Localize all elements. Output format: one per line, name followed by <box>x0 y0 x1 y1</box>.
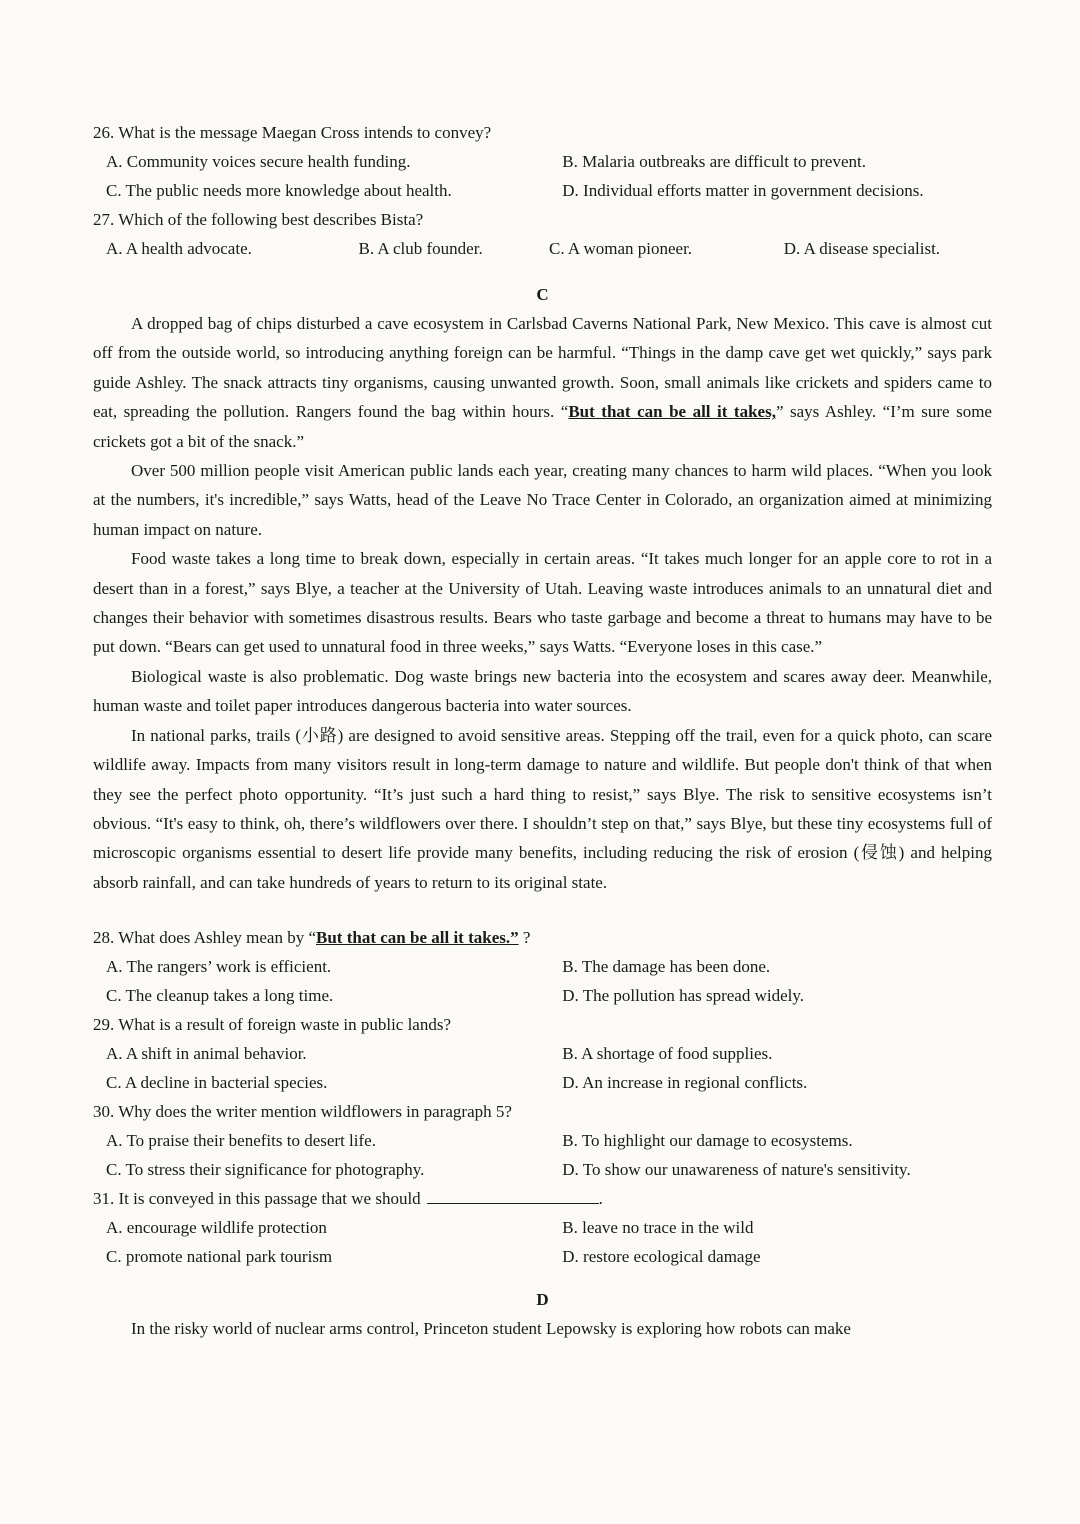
option-31-c: C. promote national park tourism <box>106 1247 333 1267</box>
question-28-emphasis: But that can be all it takes.” <box>316 928 519 948</box>
option-31-b: B. leave no trace in the wild <box>562 1218 754 1238</box>
option-27-c: C. A woman pioneer. <box>548 239 693 258</box>
question-26-text: 26. What is the message Maegan Cross intends to convey? <box>93 123 492 142</box>
question-31 <box>93 1184 992 1271</box>
passage-d-paragraph-1: In the risky world of nuclear arms control, Princeton student Lepowsky is exploring how robots can make <box>131 1319 851 1339</box>
option-29-d: D. An increase in regional conflicts. <box>562 1073 808 1093</box>
question-30-text: 30. Why does the writer mention wildflowers in paragraph 5? <box>93 1102 512 1122</box>
option-30-d: D. To show our unawareness of nature's sensitivity. <box>562 1160 911 1180</box>
paragraph-1-text-before: A dropped bag of chips disturbed a cave ecosystem in Carlsbad Caverns National Park, New Mexico. This cave is almost cut off from the outside world, so introducing anything foreign can be harmful. “Things in the damp cave get wet quickly,” says park guide Ashley. The snack attracts tiny organisms, causing unwanted growth. Soon, small animals like crickets and spiders came to eat, spreading the pollution. Rangers found the bag within hours. “ <box>93 314 992 422</box>
passage-c-paragraph-2: Over 500 million people visit American public lands each year, creating many chances to harm wild places. “When you look at the numbers, it's incredible,” says Watts, head of the Leave No Trace Center in Colorado, an organization aimed at minimizing human impact on nature. <box>93 461 992 539</box>
section-c-heading: C <box>536 285 549 304</box>
question-28-prefix: 28. What does Ashley mean by “ <box>93 928 317 948</box>
option-29-a: A. A shift in animal behavior. <box>106 1044 307 1064</box>
questions-28-31 <box>93 923 992 1271</box>
question-27-options <box>93 234 992 263</box>
question-28-text <box>93 923 992 952</box>
question-28-suffix: ? <box>518 928 531 948</box>
option-28-d: D. The pollution has spread widely. <box>562 986 805 1006</box>
option-30-c: C. To stress their significance for photography. <box>106 1160 425 1180</box>
question-29-options <box>93 1039 992 1097</box>
question-27 <box>93 205 992 263</box>
answer-blank <box>427 1190 599 1204</box>
question-26 <box>93 118 992 205</box>
option-26-d: D. Individual efforts matter in government decisions. <box>562 181 924 200</box>
question-31-suffix: . <box>598 1189 603 1209</box>
option-28-b: B. The damage has been done. <box>562 957 771 977</box>
option-30-a: A. To praise their benefits to desert life. <box>106 1131 376 1151</box>
option-26-a: A. Community voices secure health funding. <box>106 152 411 171</box>
option-31-d: D. restore ecological damage <box>562 1247 761 1267</box>
option-26-c: C. The public needs more knowledge about health. <box>106 181 452 200</box>
question-29 <box>93 1010 992 1097</box>
option-27-b: B. A club founder. <box>358 239 483 258</box>
question-29-text: 29. What is a result of foreign waste in public lands? <box>93 1015 452 1035</box>
option-26-b: B. Malaria outbreaks are difficult to prevent. <box>562 152 866 171</box>
option-29-c: C. A decline in bacterial species. <box>106 1073 328 1093</box>
question-31-prefix: 31. It is conveyed in this passage that we should <box>93 1189 421 1209</box>
question-28 <box>93 923 992 1010</box>
section-d-heading: D <box>536 1290 549 1310</box>
option-30-b: B. To highlight our damage to ecosystems. <box>562 1131 853 1151</box>
question-28-options <box>93 952 992 1010</box>
question-30 <box>93 1097 992 1184</box>
question-31-options <box>93 1213 992 1271</box>
option-27-d: D. A disease specialist. <box>783 239 941 258</box>
passage-c-paragraph-5: In national parks, trails (小路) are designed to avoid sensitive areas. Stepping off the trail, even for a quick photo, can scare wildlife away. Impacts from many visitors result in long-term damage to nature and wildlife. But people don't think of that when they see the perfect photo opportunity. “It’s just such a hard thing to resist,” says Blye. The risk to sensitive ecosystems isn’t obvious. “It's easy to think, oh, there’s wildflowers over there. I shouldn’t step on that,” says Blye, but these tiny ecosystems full of microscopic organisms essential to desert life provide many benefits, including reducing the risk of erosion (侵蚀) and helping absorb rainfall, and can take hundreds of years to return to its original state. <box>93 725 992 892</box>
option-27-a: A. A health advocate. <box>106 239 252 258</box>
option-31-a: A. encourage wildlife protection <box>106 1218 327 1238</box>
passage-c-paragraph-3: Food waste takes a long time to break down, especially in certain areas. “It takes much longer for an apple core to rot in a desert than in a forest,” says Blye, a teacher at the University of Utah. Leaving waste introduces animals to an unnatural diet and changes their behavior with sometimes disastrous results. Bears who taste garbage and become a threat to humans may have to be put down. “Bears can get used to unnatural food in three weeks,” says Watts. “Everyone loses in this case.” <box>93 549 992 657</box>
question-31-text <box>93 1184 992 1213</box>
question-30-options <box>93 1126 992 1184</box>
passage-c-paragraph-4: Biological waste is also problematic. Dog waste brings new bacteria into the ecosystem and scares away deer. Meanwhile, human waste and toilet paper introduces dangerous bacteria into water sources. <box>93 666 992 716</box>
passage-c-paragraph-1 <box>93 309 992 456</box>
question-27-text: 27. Which of the following best describes Bista? <box>93 210 424 229</box>
question-26-options <box>93 147 992 205</box>
option-28-a: A. The rangers’ work is efficient. <box>106 957 332 977</box>
paragraph-1-emphasis: But that can be all it takes, <box>568 402 776 422</box>
option-28-c: C. The cleanup takes a long time. <box>106 986 334 1006</box>
option-29-b: B. A shortage of food supplies. <box>562 1044 773 1064</box>
paragraph-1-text-after: ” says Ashley. “I’m sure some crickets got a bit of the snack.” <box>93 402 992 451</box>
